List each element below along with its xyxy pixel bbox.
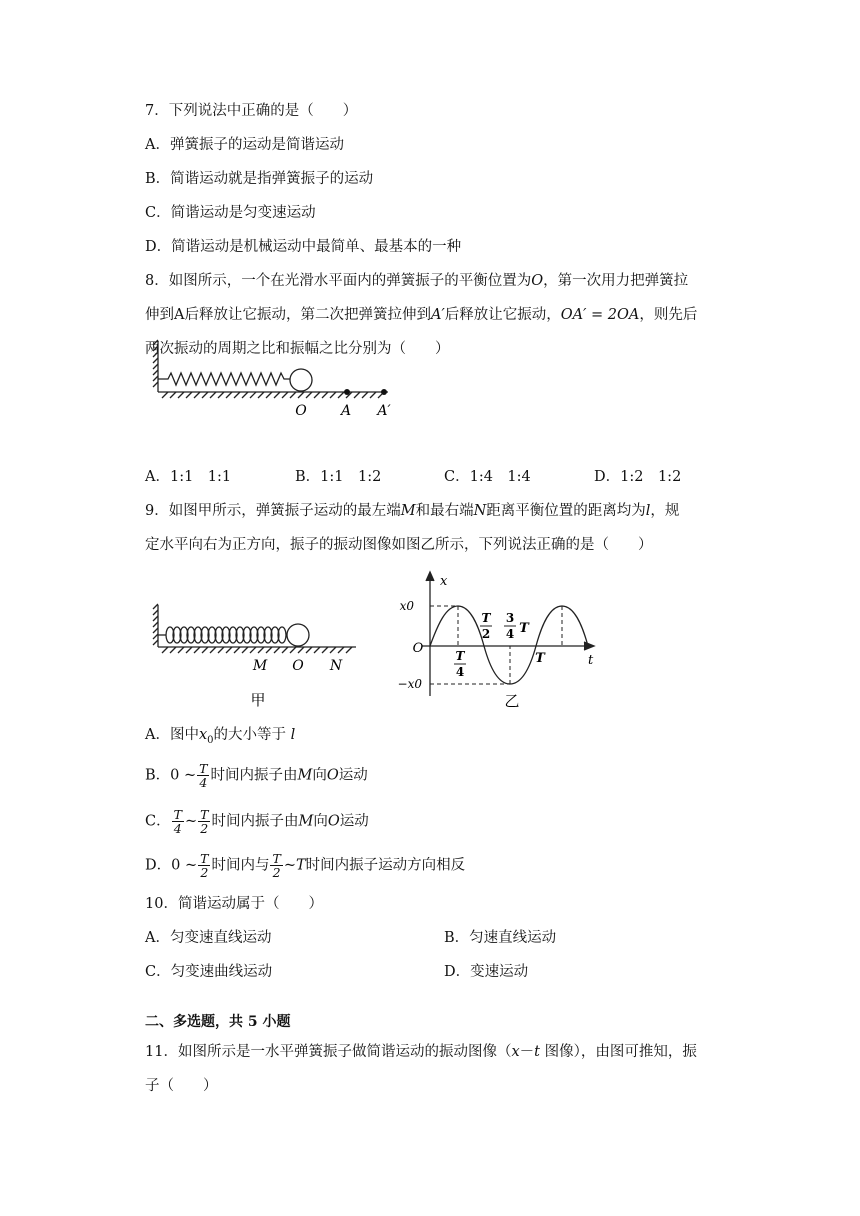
q9-var-l: l xyxy=(290,727,296,743)
q9-text: ~ xyxy=(184,813,198,830)
q9-fraction xyxy=(198,852,210,879)
q9-fraction-den: 4 xyxy=(199,775,208,790)
q9-figure-jia xyxy=(150,595,360,713)
q10-option-c: C．匀变速曲线运动 xyxy=(145,964,273,980)
q8-stem-line1 xyxy=(145,271,688,291)
q8-option-d: D．1:2 1:2 xyxy=(594,469,682,485)
q9-text: 0 ~ xyxy=(170,767,197,784)
q9-text: 的大小等于 xyxy=(213,727,287,743)
q9-fraction-den: 2 xyxy=(200,821,209,836)
q9-yi-34-num: 3 xyxy=(505,611,515,625)
q9-option-c xyxy=(145,808,369,835)
q9-option-b xyxy=(145,762,368,789)
q8-option-b: B．1:1 1:2 xyxy=(295,469,382,485)
q9-fraction-den: 2 xyxy=(272,865,281,880)
q9-fraction-num: T xyxy=(199,761,208,776)
q9-text: 0 ~ xyxy=(171,857,198,874)
q8-text: 伸到A后释放让它振动，第二次把弹簧拉伸到 xyxy=(145,307,431,323)
q9-text: ，规 xyxy=(650,503,680,519)
q8-stem-line3: 两次振动的周期之比和振幅之比分别为（ ） xyxy=(145,341,450,357)
section-heading: 二、多选题，共 5 小题 xyxy=(145,1014,291,1030)
q8-option-c: C．1:4 1:4 xyxy=(444,469,531,485)
q8-label-a-prime: A′ xyxy=(377,403,391,419)
q9-yi-neg-x0: −x0 xyxy=(397,677,422,691)
q8-equation: OA′ = 2OA xyxy=(560,307,640,323)
q9-yi-half-den: 2 xyxy=(481,627,491,641)
q9-stem-line1 xyxy=(145,501,679,521)
q8-spring-figure xyxy=(150,335,400,430)
q9-text: 时间内振子运动方向相反 xyxy=(305,857,466,874)
q10-option-d: D．变速运动 xyxy=(444,964,529,980)
q11-stem-line1 xyxy=(145,1042,697,1062)
q9-jia-label-n: N xyxy=(329,658,343,674)
q8-text: 后释放让它振动， xyxy=(444,307,561,323)
q9-text: 时间内振子由 xyxy=(210,767,298,784)
q9-yi-caption: 乙 xyxy=(504,692,520,710)
q8-text: ，则先后 xyxy=(639,307,698,323)
q9-var-m: M xyxy=(298,813,314,830)
q9-text: 和最右端 xyxy=(415,503,474,519)
q9-yi-quarter-num: T xyxy=(455,649,465,663)
q10-option-b: B．匀速直线运动 xyxy=(444,930,557,946)
q7-option-d: D．简谐运动是机械运动中最简单、最基本的一种 xyxy=(145,239,462,255)
q9-option-d xyxy=(145,852,465,879)
q9-point-m: M xyxy=(400,503,416,519)
q9-text: B． xyxy=(145,767,171,784)
q9-text: C． xyxy=(145,813,171,830)
q9-jia-caption: 甲 xyxy=(250,691,266,709)
q9-text: 时间内与 xyxy=(211,857,270,874)
q11-var-t: t xyxy=(534,1044,540,1060)
q9-var-m: M xyxy=(297,767,313,784)
q8-option-a: A．1:1 1:1 xyxy=(145,469,232,485)
q9-yi-quarter-den: 4 xyxy=(455,665,465,679)
q11-stem-line2: 子（ ） xyxy=(145,1078,218,1094)
q9-fraction-den: 2 xyxy=(200,865,209,880)
q8-point-a-prime: A′ xyxy=(430,307,445,323)
q8-text: ，第一次用力把弹簧拉 xyxy=(543,273,689,289)
q11-var-x: x xyxy=(511,1044,520,1060)
q9-fraction-num: T xyxy=(200,851,209,866)
q9-jia-label-o: O xyxy=(292,658,304,674)
q11-text: 11．如图所示是一水平弹簧振子做简谐运动的振动图像（ xyxy=(145,1044,512,1060)
q11-text: 图像），由图可推知，振 xyxy=(539,1044,697,1060)
q9-yi-34-den: 4 xyxy=(505,627,515,641)
q9-subscript: 0 xyxy=(207,734,214,746)
q9-option-a xyxy=(145,725,295,751)
q9-fraction xyxy=(172,808,184,835)
q7-stem: 7．下列说法中正确的是（ ） xyxy=(145,103,358,119)
q9-jia-label-m: M xyxy=(252,658,268,674)
q8-point-o: O xyxy=(531,273,544,289)
q9-text: 距离平衡位置的距离均为 xyxy=(486,503,646,519)
q9-fraction-den: 4 xyxy=(173,821,182,836)
q9-text: 运动 xyxy=(339,813,369,830)
q9-text: 9．如图甲所示，弹簧振子运动的最左端 xyxy=(145,503,401,519)
q9-yi-axis-t: t xyxy=(588,653,594,668)
q9-text: D． xyxy=(145,857,172,874)
q9-var-x: x xyxy=(198,727,208,743)
q9-figure-yi xyxy=(382,568,604,713)
q8-stem-line2 xyxy=(145,305,697,325)
q9-var-t: T xyxy=(295,857,306,874)
q9-var-o: O xyxy=(326,767,339,784)
q7-option-a: A．弹簧振子的运动是简谐运动 xyxy=(145,137,344,153)
q9-fraction-num: T xyxy=(272,851,281,866)
q9-text: ~ xyxy=(283,857,296,874)
q10-option-a: A．匀变速直线运动 xyxy=(145,930,272,946)
q9-yi-full-t: T xyxy=(535,651,545,666)
q9-distance-l: l xyxy=(645,503,651,519)
q7-option-b: B．简谐运动就是指弹簧振子的运动 xyxy=(145,171,374,187)
q9-text: 运动 xyxy=(338,767,368,784)
q9-yi-34-t: T xyxy=(519,621,529,636)
q9-yi-origin: O xyxy=(412,641,424,656)
q9-yi-x0: x0 xyxy=(399,599,414,613)
q9-fraction xyxy=(197,762,209,789)
q9-point-n: N xyxy=(473,503,487,519)
q8-label-o: O xyxy=(295,403,307,419)
q9-fraction-num: T xyxy=(200,807,209,822)
q9-fraction-num: T xyxy=(173,807,182,822)
q8-label-a: A xyxy=(340,403,352,419)
q8-text: 8．如图所示，一个在光滑水平面内的弹簧振子的平衡位置为 xyxy=(145,273,532,289)
q9-text: 向 xyxy=(312,767,327,784)
q9-text: 向 xyxy=(313,813,328,830)
q11-text: － xyxy=(519,1044,535,1060)
q9-yi-half-num: T xyxy=(481,611,491,625)
q9-var-o: O xyxy=(327,813,340,830)
q7-option-c: C．简谐运动是匀变速运动 xyxy=(145,205,316,221)
q9-fraction xyxy=(198,808,210,835)
q9-stem-line2: 定水平向右为正方向，振子的振动图像如图乙所示，下列说法正确的是（ ） xyxy=(145,537,653,553)
q9-yi-axis-x: x xyxy=(440,574,448,589)
q9-fraction xyxy=(270,852,282,879)
q9-text: A．图中 xyxy=(145,727,199,743)
q9-text: 时间内振子由 xyxy=(211,813,299,830)
q10-stem: 10．简谐运动属于（ ） xyxy=(145,896,323,912)
